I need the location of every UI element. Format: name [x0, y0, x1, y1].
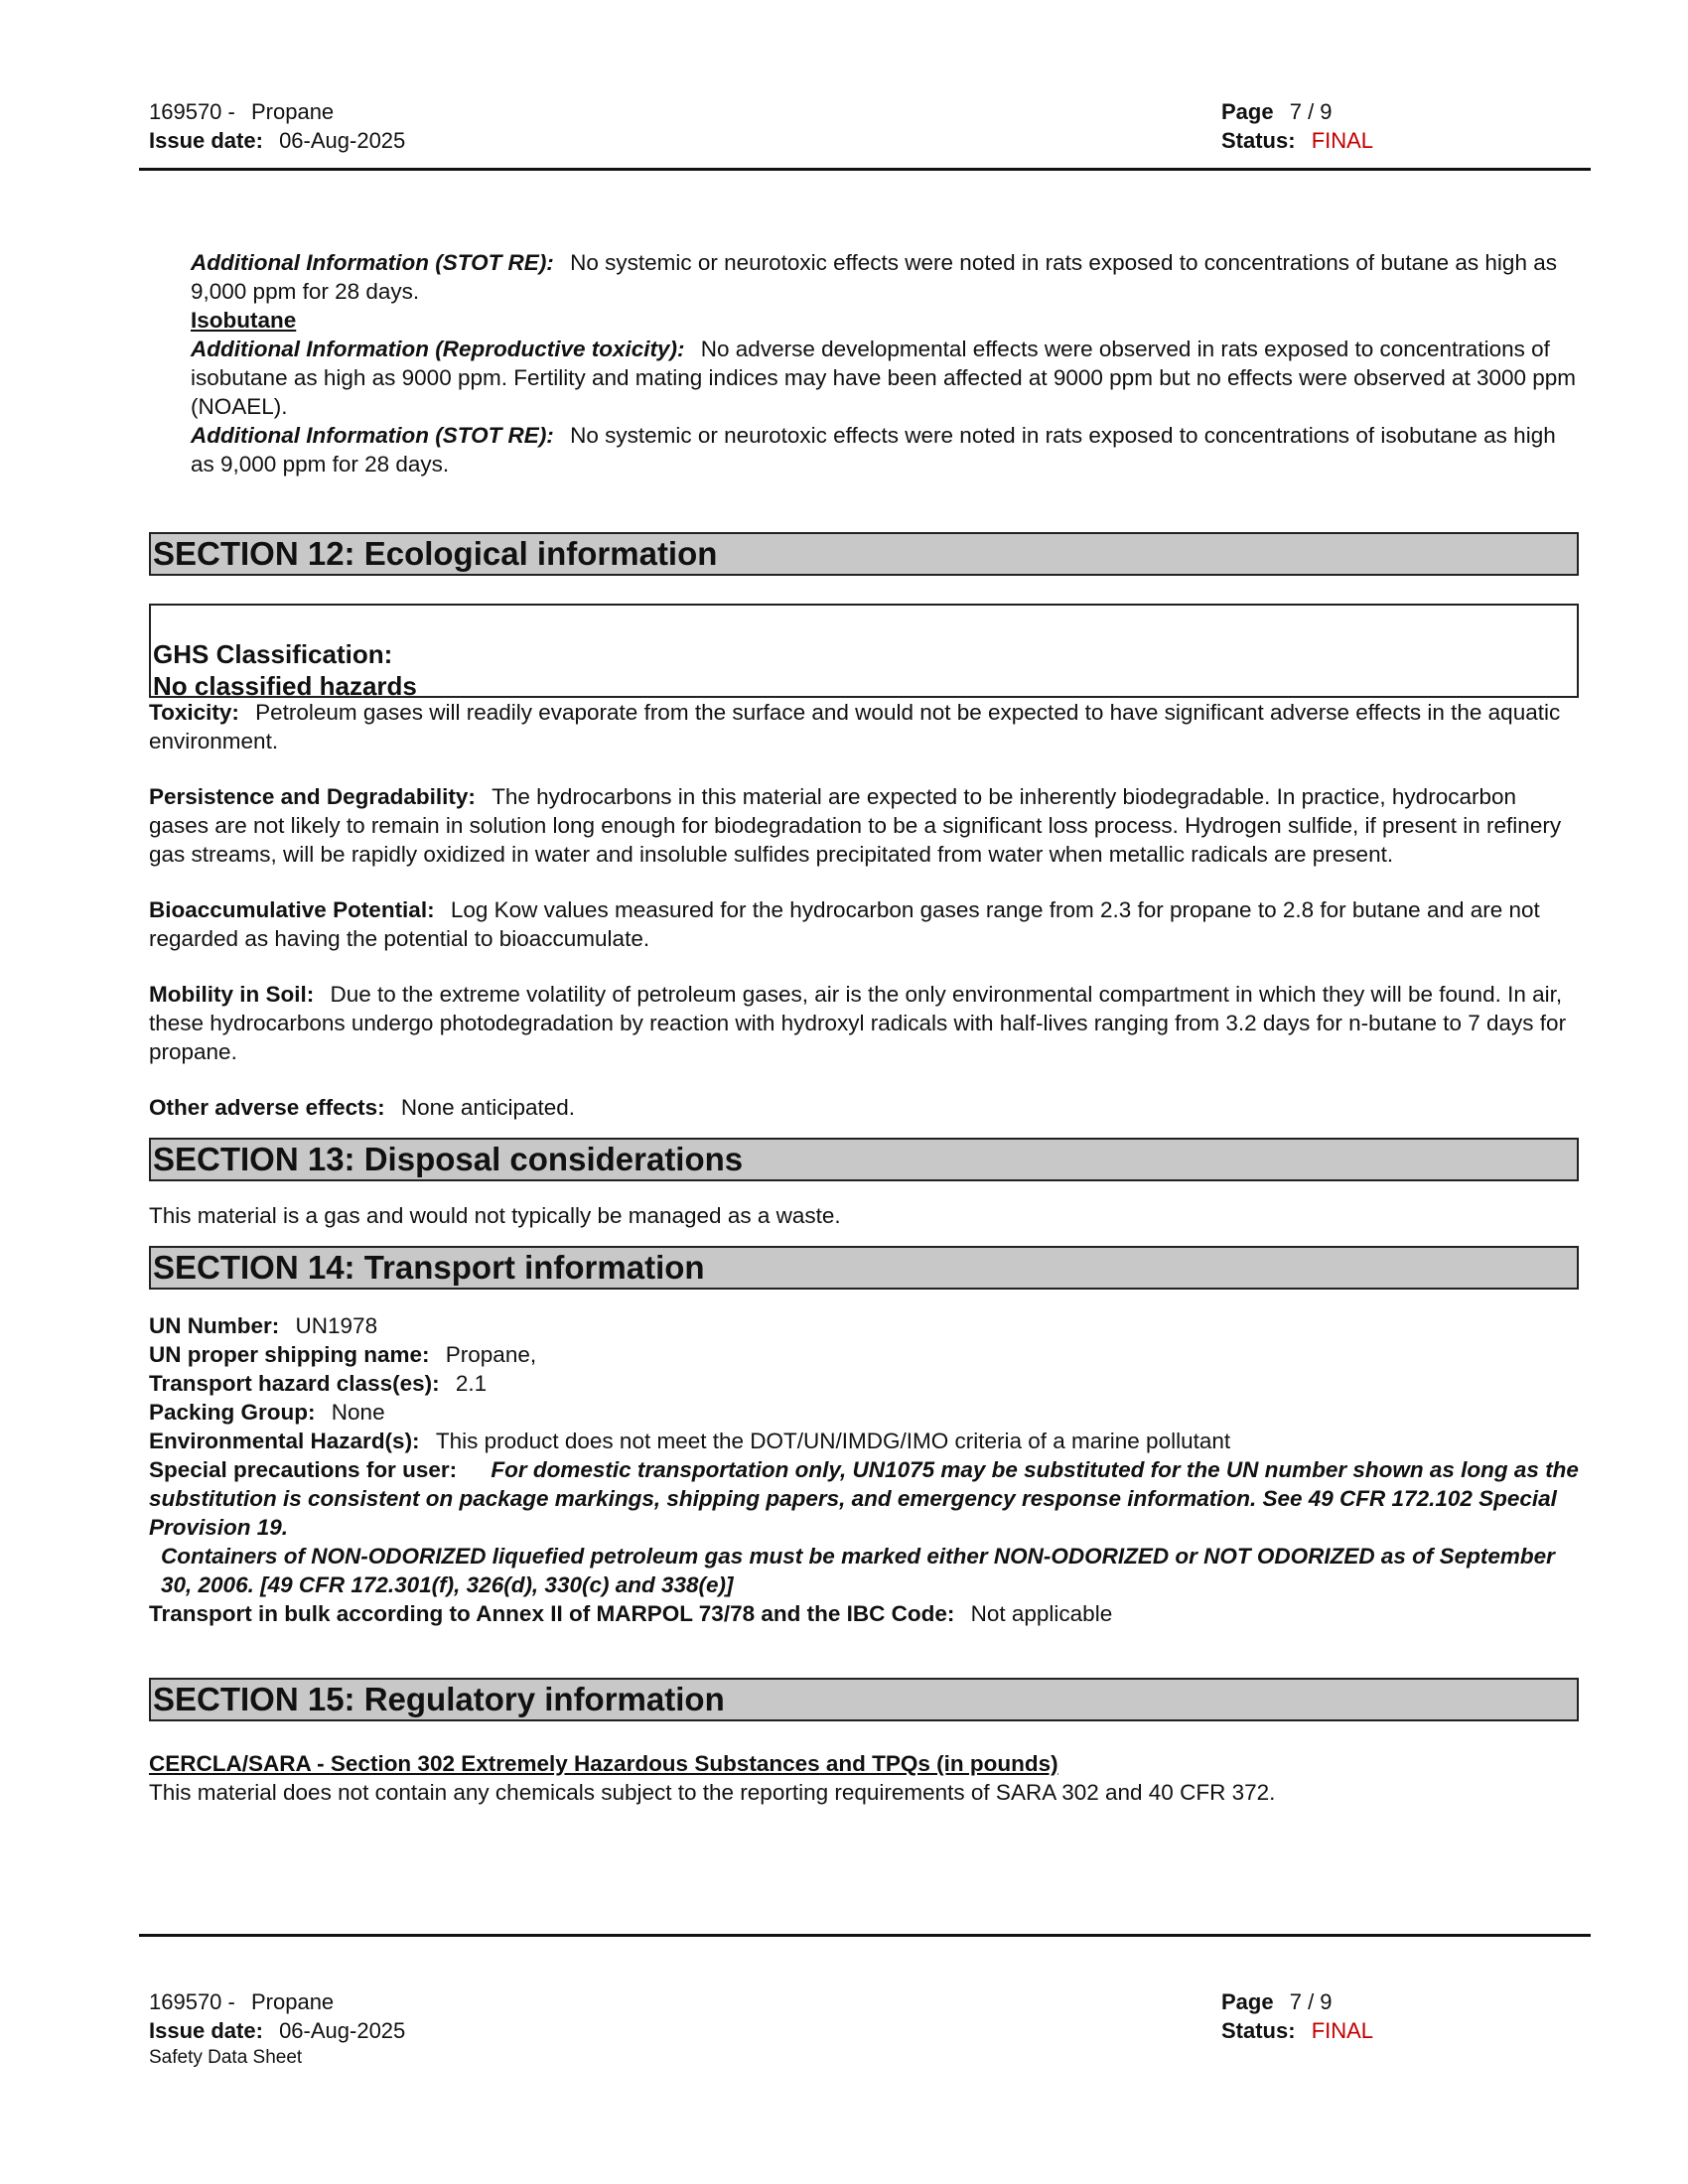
- footer-issue-date: 06-Aug-2025: [279, 2018, 406, 2043]
- persistence-label: Persistence and Degradability:: [149, 784, 476, 809]
- header-issue-line: [149, 126, 405, 155]
- toxicity-label: Toxicity:: [149, 700, 239, 725]
- bulk-transport-value: Not applicable: [970, 1601, 1113, 1626]
- header-status-value: FINAL: [1311, 128, 1374, 153]
- section-14-title: SECTION 14: Transport information: [149, 1246, 1579, 1290]
- header-issue-date: 06-Aug-2025: [279, 128, 406, 153]
- footer-status-value: FINAL: [1311, 2018, 1374, 2043]
- header-page-number: 7 / 9: [1289, 99, 1333, 124]
- section-15-title: SECTION 15: Regulatory information: [149, 1678, 1579, 1721]
- special-precautions-label: Special precautions for user:: [149, 1457, 458, 1482]
- bioaccumulative-text: Log Kow values measured for the hydrocarbon gases range from 2.3 for propane to 2.8 for butane and are not regarded as having the potential to bioaccumulate.: [149, 897, 1540, 951]
- environmental-hazard-row: [149, 1427, 1579, 1455]
- environmental-hazard-value: This product does not meet the DOT/UN/IMDG/IMO criteria of a marine pollutant: [435, 1429, 1231, 1453]
- ghs-classification-value: No classified hazards: [153, 671, 417, 701]
- bioaccumulative-label: Bioaccumulative Potential:: [149, 897, 435, 922]
- footer-divider: [139, 1934, 1591, 1937]
- ghs-classification-label: GHS Classification:: [153, 639, 393, 669]
- footer-issue-label: Issue date:: [149, 2018, 263, 2043]
- packing-group-label: Packing Group:: [149, 1400, 316, 1425]
- section-13-title: SECTION 13: Disposal considerations: [149, 1138, 1579, 1181]
- isobutane-heading: Isobutane: [191, 308, 297, 333]
- toxicity-text: Petroleum gases will readily evaporate from the surface and would not be expected to have significant adverse effects in the aquatic environment.: [149, 700, 1561, 753]
- mobility-text: Due to the extreme volatility of petroleum gases, air is the only environmental compartment in which they will be found. In air, these hydrocarbons undergo photodegradation by reaction with hydroxyl radicals with half-lives ranging from 3.2 days for n-butane to 7 days for propane.: [149, 982, 1567, 1064]
- toxicology-continuation: [149, 248, 1579, 478]
- header-left: [149, 97, 405, 155]
- footer-doc-id: 169570 -: [149, 1989, 235, 2014]
- page-content: [149, 248, 1579, 1807]
- packing-group-value: None: [331, 1400, 385, 1425]
- mobility-paragraph: [149, 980, 1579, 1066]
- footer-right: [1221, 1987, 1373, 2045]
- section-12-title: SECTION 12: Ecological information: [149, 532, 1579, 576]
- stot-re-isobutane: [191, 421, 1579, 478]
- footer-status-label: Status:: [1221, 2018, 1296, 2043]
- footer-product: Propane: [250, 1989, 335, 2014]
- header-issue-label: Issue date:: [149, 128, 263, 153]
- other-effects-paragraph: [149, 1093, 1579, 1122]
- footer-doc-type: Safety Data Sheet: [149, 2047, 303, 2068]
- bioaccumulative-paragraph: [149, 895, 1579, 953]
- header-status-label: Status:: [1221, 128, 1296, 153]
- shipping-name-value: Propane,: [445, 1342, 537, 1367]
- header-doc-id: 169570 -: [149, 99, 235, 124]
- other-effects-label: Other adverse effects:: [149, 1095, 385, 1120]
- other-effects-text: None anticipated.: [400, 1095, 575, 1120]
- hazard-class-row: [149, 1369, 1579, 1398]
- mobility-label: Mobility in Soil:: [149, 982, 315, 1007]
- footer-page-number: 7 / 9: [1289, 1989, 1333, 2014]
- stot-re-text: No systemic or neurotoxic effects were noted in rats exposed to concentrations of butane as high as 9,000 ppm for 28 days.: [191, 250, 1557, 304]
- toxicity-paragraph: [149, 698, 1579, 755]
- stot-re-label: Additional Information (STOT RE):: [191, 250, 554, 275]
- header-page-label: Page: [1221, 99, 1274, 124]
- hazard-class-value: 2.1: [455, 1371, 488, 1396]
- odorization-notice: Containers of NON-ODORIZED liquefied petroleum gas must be marked either NON-ODORIZED or NOT ODORIZED as of September 30, 2006. [49 CFR 172.301(f), 326(d), 330(c) and 338(e)]: [161, 1544, 1555, 1597]
- cercla-text: This material does not contain any chemicals subject to the reporting requirements of SARA 302 and 40 CFR 372.: [149, 1780, 1276, 1805]
- shipping-name-label: UN proper shipping name:: [149, 1342, 430, 1367]
- persistence-text: The hydrocarbons in this material are expected to be inherently biodegradable. In practice, hydrocarbon gases are not likely to remain in solution long enough for biodegradation to be a significant loss process. Hydrogen sulfide, if present in refinery gas streams, will be rapidly oxidized in water and insoluble sulfides precipitated from water when metallic radicals are present.: [149, 784, 1562, 867]
- bulk-transport-label: Transport in bulk according to Annex II of MARPOL 73/78 and the IBC Code:: [149, 1601, 955, 1626]
- stot-re-isobutane-text: No systemic or neurotoxic effects were noted in rats exposed to concentrations of isobutane as high as 9,000 ppm for 28 days.: [191, 423, 1556, 477]
- footer-status-line: [1221, 2016, 1373, 2045]
- stot-re-butane: [191, 248, 1579, 306]
- header-divider: [139, 168, 1591, 171]
- transport-details: [149, 1311, 1579, 1628]
- header-product: Propane: [250, 99, 335, 124]
- header-page-line: [1221, 97, 1373, 126]
- special-precautions-text: For domestic transportation only, UN1075 may be substituted for the UN number shown as long as the substitution is consistent on package markings, shipping papers, and emergency response information. See 49 CFR 172.102 Special Provision 19.: [149, 1457, 1579, 1540]
- header-status-line: [1221, 126, 1373, 155]
- shipping-name-row: [149, 1340, 1579, 1369]
- header-right: [1221, 97, 1373, 155]
- ghs-classification-box: [149, 604, 1579, 701]
- stot-re-isobutane-label: Additional Information (STOT RE):: [191, 423, 554, 448]
- header-product-line: [149, 97, 405, 126]
- footer-page-label: Page: [1221, 1989, 1274, 2014]
- hazard-class-label: Transport hazard class(es):: [149, 1371, 440, 1396]
- cercla-heading: CERCLA/SARA - Section 302 Extremely Hazardous Substances and TPQs (in pounds): [149, 1751, 1058, 1776]
- un-number-value: UN1978: [295, 1313, 378, 1338]
- footer-issue-line: [149, 2016, 405, 2045]
- footer-left: [149, 1987, 405, 2071]
- repro-tox-label: Additional Information (Reproductive toxicity):: [191, 337, 685, 361]
- repro-tox-text: No adverse developmental effects were observed in rats exposed to concentrations of isobutane as high as 9000 ppm. Fertility and mating indices may have been affected at 9000 ppm but no effects were observed at 3000 ppm (NOAEL).: [191, 337, 1577, 419]
- repro-tox-isobutane: [191, 335, 1579, 421]
- footer-product-line: [149, 1987, 405, 2016]
- un-number-row: [149, 1311, 1579, 1340]
- disposal-text: This material is a gas and would not typically be managed as a waste.: [149, 1203, 841, 1228]
- environmental-hazard-label: Environmental Hazard(s):: [149, 1429, 420, 1453]
- packing-group-row: [149, 1398, 1579, 1427]
- footer-page-line: [1221, 1987, 1373, 2016]
- un-number-label: UN Number:: [149, 1313, 280, 1338]
- bulk-transport-row: [149, 1599, 1579, 1628]
- persistence-paragraph: [149, 782, 1579, 869]
- special-precautions-row: [149, 1455, 1579, 1542]
